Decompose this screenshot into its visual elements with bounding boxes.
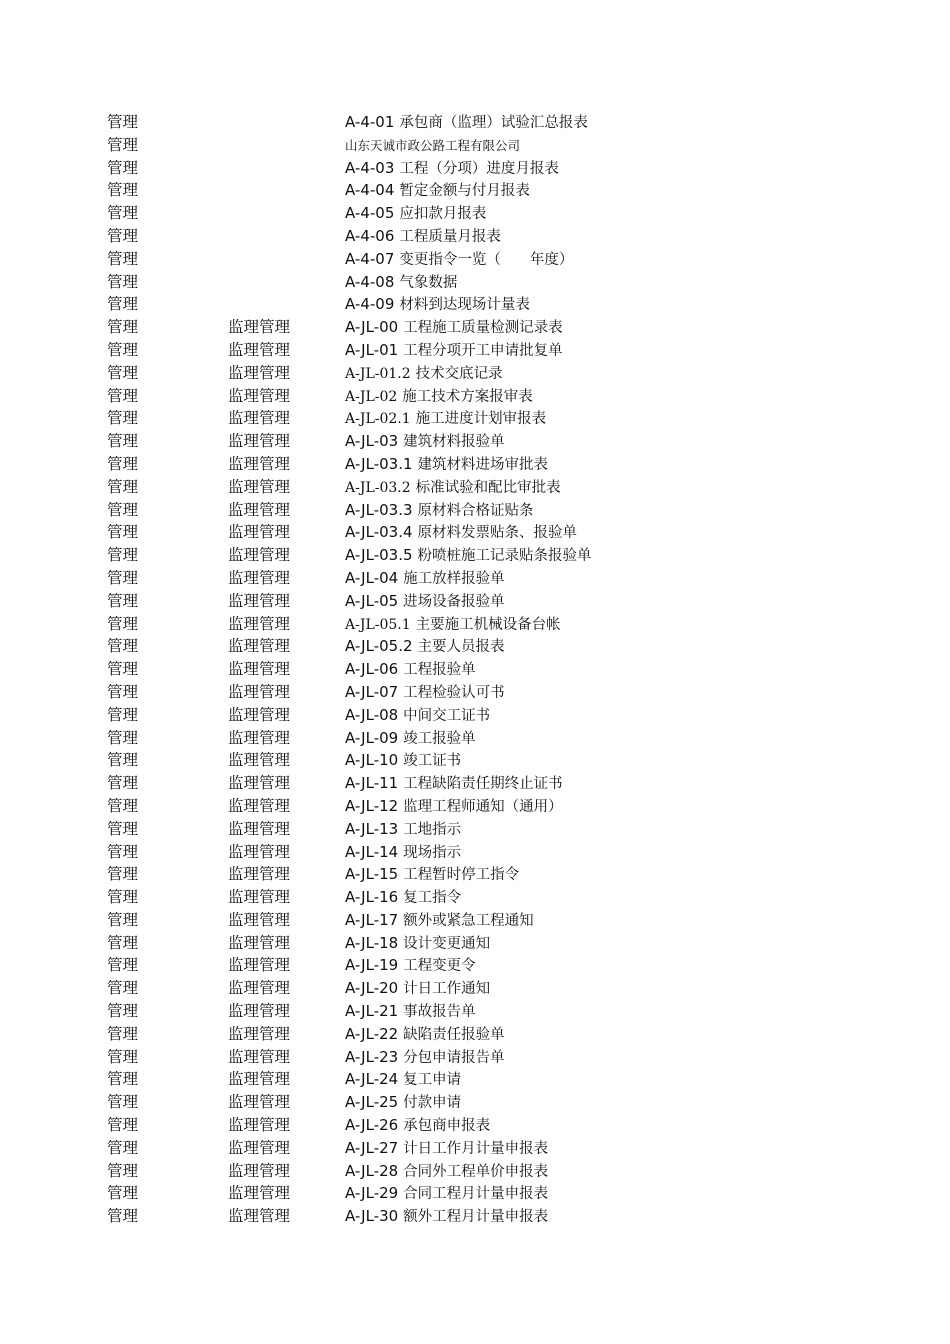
form-title: 额外工程月计量申报表 [403,1209,549,1226]
form-code: A-JL-28 [345,1161,399,1180]
subcategory-cell[interactable]: 监理管理 [228,1093,291,1112]
form-code: A-JL-19 [345,956,399,975]
form-title: 中间交工证书 [403,707,491,724]
form-code: A-JL-02 [345,388,398,405]
form-title: 工程（分项）进度月报表 [399,160,559,177]
form-title: 工程变更令 [403,958,476,975]
form-title: 合同工程月计量申报表 [403,1186,549,1203]
form-name-cell[interactable] [345,111,588,135]
form-title: 技术交底记录 [415,365,503,382]
table-row[interactable] [0,818,950,841]
form-name-cell[interactable] [345,225,501,249]
form-title: 额外或紧急工程通知 [403,912,534,929]
form-code: A-JL-17 [345,910,399,929]
table-row[interactable] [0,430,950,453]
subcategory-cell[interactable]: 监理管理 [228,1138,291,1157]
table-row[interactable] [0,1046,950,1069]
form-title: 材料到达现场计量表 [399,297,530,314]
form-code: A-JL-24 [345,1070,399,1089]
category-cell[interactable]: 管理 [107,318,139,337]
subcategory-cell[interactable]: 监理管理 [228,363,291,382]
table-row[interactable] [0,613,950,636]
category-cell[interactable]: 管理 [107,819,139,838]
form-title: 建筑材料进场审批表 [417,456,548,473]
subcategory-cell[interactable]: 监理管理 [228,682,291,701]
form-name-cell[interactable] [345,704,490,728]
subcategory-cell[interactable]: 监理管理 [228,1002,291,1021]
form-title: 工程检验认可书 [403,684,505,701]
form-code: A-JL-26 [345,1116,399,1135]
form-code: A-4-03 [345,158,395,177]
category-cell[interactable]: 管理 [107,454,139,473]
subcategory-cell[interactable]: 监理管理 [228,819,291,838]
table-row[interactable] [0,544,950,567]
form-title: 复工指令 [403,890,462,907]
form-title: 现场指示 [403,844,462,861]
form-name-cell[interactable] [345,1046,505,1070]
category-cell[interactable]: 管理 [107,956,139,975]
table-row[interactable] [0,453,950,476]
form-name-cell[interactable] [345,179,530,203]
form-title: 暂定金额与付月报表 [399,183,530,200]
form-title: 工程质量月报表 [399,228,501,245]
form-code: A-JL-01.2 [345,365,411,382]
table-row[interactable] [0,909,950,932]
category-cell[interactable]: 管理 [107,933,139,952]
subcategory-cell[interactable]: 监理管理 [228,500,291,519]
form-name-cell[interactable] [345,407,546,431]
form-title: 计日工作通知 [403,981,491,998]
category-cell[interactable]: 管理 [107,363,139,382]
form-code: A-JL-00 [345,318,399,337]
category-cell[interactable]: 管理 [107,1161,139,1180]
category-cell[interactable]: 管理 [107,1002,139,1021]
form-title: 进场设备报验单 [403,593,505,610]
category-cell[interactable]: 管理 [107,500,139,519]
form-title: 山东天诚市政公路工程有限公司 [345,137,521,153]
form-title: 缺陷责任报验单 [403,1026,505,1043]
form-title: 承包商（监理）试验汇总报表 [399,115,588,131]
form-title: 标准试验和配比审批表 [415,479,561,496]
form-name-cell[interactable] [345,316,563,340]
category-cell[interactable]: 管理 [107,614,139,633]
spreadsheet-body [0,111,950,1228]
table-row[interactable] [0,316,950,339]
category-cell[interactable]: 管理 [107,340,139,359]
category-cell[interactable]: 管理 [107,1207,139,1226]
form-title: 竣工证书 [403,753,462,770]
subcategory-cell[interactable]: 监理管理 [228,318,291,337]
form-title: 工程施工质量检测记录表 [403,320,563,337]
form-code: A-JL-25 [345,1093,399,1112]
category-cell[interactable]: 管理 [107,637,139,656]
subcategory-cell[interactable]: 监理管理 [228,660,291,679]
subcategory-cell[interactable]: 监理管理 [228,637,291,656]
table-row[interactable] [0,1091,950,1114]
subcategory-cell[interactable]: 监理管理 [228,1070,291,1089]
form-title: 计日工作月计量申报表 [403,1140,549,1157]
category-cell[interactable]: 管理 [107,135,139,154]
form-code: A-JL-02.1 [345,411,411,428]
form-name-cell[interactable] [345,362,503,386]
table-row[interactable] [0,202,950,225]
subcategory-cell[interactable]: 监理管理 [228,1047,291,1066]
form-code: A-JL-14 [345,842,399,861]
form-title: 变更指令一览（ 年度） [399,251,574,268]
table-row[interactable] [0,248,950,271]
category-cell[interactable]: 管理 [107,1116,139,1135]
form-name-cell[interactable] [345,1068,461,1092]
category-cell[interactable]: 管理 [107,181,139,200]
form-code: A-JL-07 [345,682,399,701]
category-cell[interactable]: 管理 [107,568,139,587]
category-cell[interactable]: 管理 [107,1138,139,1157]
category-cell[interactable]: 管理 [107,477,139,496]
table-row[interactable] [0,362,950,385]
form-code: A-4-04 [345,181,395,200]
form-title: 分包申请报告单 [403,1049,505,1066]
form-title: 工程缺陷责任期终止证书 [403,776,563,793]
form-name-cell[interactable] [345,1023,505,1047]
subcategory-cell[interactable]: 监理管理 [228,386,291,405]
subcategory-cell[interactable]: 监理管理 [228,888,291,907]
category-cell[interactable]: 管理 [107,728,139,747]
table-row[interactable] [0,271,950,294]
form-title: 设计变更通知 [403,935,491,952]
subcategory-cell[interactable]: 监理管理 [228,774,291,793]
table-row[interactable] [0,134,950,157]
table-row[interactable] [0,179,950,202]
form-code: A-JL-20 [345,979,399,998]
form-code: A-JL-06 [345,660,399,679]
category-cell[interactable]: 管理 [107,660,139,679]
subcategory-cell[interactable]: 监理管理 [228,956,291,975]
form-code: A-JL-22 [345,1024,399,1043]
table-row[interactable] [0,385,950,408]
category-cell[interactable]: 管理 [107,1024,139,1043]
category-cell[interactable]: 管理 [107,204,139,223]
form-name-cell[interactable] [345,1160,548,1184]
table-row[interactable] [0,1160,950,1183]
subcategory-cell[interactable]: 监理管理 [228,454,291,473]
form-name-cell[interactable] [345,863,519,887]
form-name-cell[interactable] [345,248,573,272]
form-title: 付款申请 [403,1095,462,1112]
form-code: A-JL-05.2 [345,637,413,656]
subcategory-cell[interactable]: 监理管理 [228,1116,291,1135]
form-code: A-JL-01 [345,340,399,359]
subcategory-cell[interactable]: 监理管理 [228,1207,291,1226]
form-name-cell[interactable] [345,932,490,956]
table-row[interactable] [0,1137,950,1160]
table-row[interactable] [0,293,950,316]
category-cell[interactable]: 管理 [107,523,139,542]
category-cell[interactable]: 管理 [107,113,139,131]
form-name-cell[interactable] [345,293,530,317]
category-cell[interactable]: 管理 [107,774,139,793]
form-code: A-JL-03.3 [345,500,413,519]
form-code: A-4-05 [345,204,395,223]
table-row[interactable] [0,704,950,727]
subcategory-cell[interactable]: 监理管理 [228,523,291,542]
subcategory-cell[interactable]: 监理管理 [228,591,291,610]
form-name-cell[interactable] [345,1137,548,1161]
subcategory-cell[interactable]: 监理管理 [228,1161,291,1180]
form-title: 主要人员报表 [417,639,505,656]
form-name-cell[interactable] [345,1205,548,1229]
form-code: A-JL-21 [345,1002,399,1021]
form-code: A-JL-03.1 [345,454,413,473]
form-title: 气象数据 [399,274,458,291]
table-row[interactable] [0,590,950,613]
subcategory-cell[interactable]: 监理管理 [228,865,291,884]
form-name-cell[interactable] [345,749,461,773]
form-title: 原材料合格证贴条 [417,502,534,519]
form-title: 工程报验单 [403,662,476,679]
form-name-cell[interactable] [345,134,520,158]
form-title: 主要施工机械设备台帐 [415,616,561,633]
form-name-cell[interactable] [345,590,505,614]
table-row[interactable] [0,1023,950,1046]
form-name-cell[interactable] [345,954,476,978]
form-code: A-JL-04 [345,568,399,587]
table-row[interactable] [0,1114,950,1137]
table-row[interactable] [0,658,950,681]
form-code: A-4-08 [345,272,395,291]
table-row[interactable] [0,339,950,362]
form-code: A-JL-03.5 [345,546,413,565]
form-name-cell[interactable] [345,1091,461,1115]
form-name-cell[interactable] [345,499,533,523]
form-name-cell[interactable] [345,841,461,865]
form-code: A-JL-03 [345,432,399,451]
category-cell[interactable]: 管理 [107,546,139,565]
form-title: 承包商申报表 [403,1118,491,1135]
form-title: 工地指示 [403,821,462,838]
form-code: A-JL-18 [345,933,399,952]
subcategory-cell[interactable]: 监理管理 [228,477,291,496]
category-cell[interactable]: 管理 [107,888,139,907]
form-name-cell[interactable] [345,476,561,500]
form-code: A-4-07 [345,249,395,268]
form-title: 原材料发票贴条、报验单 [417,525,577,542]
category-cell[interactable]: 管理 [107,910,139,929]
form-code: A-JL-16 [345,888,399,907]
table-row[interactable] [0,1182,950,1205]
category-cell[interactable]: 管理 [107,249,139,268]
table-row[interactable] [0,635,950,658]
category-cell[interactable]: 管理 [107,682,139,701]
form-name-cell[interactable] [345,430,505,454]
form-name-cell[interactable] [345,635,504,659]
table-row[interactable] [0,886,950,909]
table-row[interactable] [0,841,950,864]
form-name-cell[interactable] [345,385,533,409]
category-cell[interactable]: 管理 [107,386,139,405]
form-code: A-4-09 [345,295,395,314]
category-cell[interactable]: 管理 [107,865,139,884]
table-row[interactable] [0,932,950,955]
form-name-cell[interactable] [345,567,505,591]
category-cell[interactable]: 管理 [107,158,139,177]
subcategory-cell[interactable]: 监理管理 [228,705,291,724]
form-name-cell[interactable] [345,521,577,545]
form-name-cell[interactable] [345,271,457,295]
form-name-cell[interactable] [345,727,476,751]
form-name-cell[interactable] [345,1000,476,1024]
form-title: 施工放样报验单 [403,570,505,587]
form-code: A-JL-27 [345,1138,399,1157]
subcategory-cell[interactable]: 监理管理 [228,1184,291,1203]
subcategory-cell[interactable]: 监理管理 [228,1024,291,1043]
subcategory-cell[interactable]: 监理管理 [228,546,291,565]
table-row[interactable] [0,772,950,795]
form-code: A-JL-09 [345,728,399,747]
subcategory-cell[interactable]: 监理管理 [228,842,291,861]
form-name-cell[interactable] [345,977,490,1001]
subcategory-cell[interactable]: 监理管理 [228,432,291,451]
category-cell[interactable]: 管理 [107,751,139,770]
form-name-cell[interactable] [345,544,591,568]
form-code: A-JL-13 [345,819,399,838]
table-row[interactable] [0,1000,950,1023]
form-title: 竣工报验单 [403,730,476,747]
form-name-cell[interactable] [345,886,461,910]
form-name-cell[interactable] [345,909,534,933]
category-cell[interactable]: 管理 [107,432,139,451]
subcategory-cell[interactable]: 监理管理 [228,568,291,587]
form-name-cell[interactable] [345,339,563,363]
table-row[interactable] [0,157,950,180]
category-cell[interactable]: 管理 [107,1047,139,1066]
table-row[interactable] [0,1205,950,1228]
subcategory-cell[interactable]: 监理管理 [228,796,291,815]
subcategory-cell[interactable]: 监理管理 [228,933,291,952]
subcategory-cell[interactable]: 监理管理 [228,910,291,929]
subcategory-cell[interactable]: 监理管理 [228,979,291,998]
form-title: 复工申请 [403,1072,462,1089]
subcategory-cell[interactable]: 监理管理 [228,614,291,633]
form-title: 施工进度计划审报表 [415,411,547,428]
form-title: 合同外工程单价申报表 [403,1163,549,1180]
table-row[interactable] [0,863,950,886]
table-row[interactable] [0,225,950,248]
form-code: A-JL-10 [345,751,399,770]
category-cell[interactable]: 管理 [107,796,139,815]
category-cell[interactable]: 管理 [107,1184,139,1203]
subcategory-cell[interactable]: 监理管理 [228,751,291,770]
category-cell[interactable]: 管理 [107,705,139,724]
category-cell[interactable]: 管理 [107,979,139,998]
table-row[interactable] [0,476,950,499]
category-cell[interactable]: 管理 [107,272,139,291]
form-title: 事故报告单 [403,1004,476,1021]
category-cell[interactable]: 管理 [107,409,139,428]
form-title: 施工技术方案报审表 [402,388,533,405]
category-cell[interactable]: 管理 [107,842,139,861]
category-cell[interactable]: 管理 [107,1070,139,1089]
form-title: 粉喷桩施工记录贴条报验单 [417,548,592,565]
form-code: A-JL-12 [345,796,399,815]
table-row[interactable] [0,749,950,772]
table-row[interactable] [0,795,950,818]
form-title: 应扣款月报表 [399,206,487,223]
form-name-cell[interactable] [345,453,548,477]
form-name-cell[interactable] [345,681,505,705]
form-code: A-4-01 [345,113,395,131]
form-title: 工程暂时停工指令 [403,867,520,884]
form-code: A-JL-03.4 [345,523,413,542]
table-row[interactable] [0,407,950,430]
form-title: 工程分项开工申请批复单 [403,342,563,359]
table-row[interactable] [0,521,950,544]
table-row[interactable] [0,977,950,1000]
form-code: A-JL-30 [345,1207,399,1226]
form-code: A-4-06 [345,226,395,245]
form-name-cell[interactable] [345,1182,548,1206]
table-row[interactable] [0,681,950,704]
form-name-cell[interactable] [345,658,476,682]
category-cell[interactable]: 管理 [107,1093,139,1112]
form-name-cell[interactable] [345,1114,490,1138]
form-title: 建筑材料报验单 [403,434,505,451]
form-name-cell[interactable] [345,818,461,842]
subcategory-cell[interactable]: 监理管理 [228,340,291,359]
table-row[interactable] [0,567,950,590]
form-code: A-JL-15 [345,865,399,884]
category-cell[interactable]: 管理 [107,295,139,314]
form-code: A-JL-08 [345,705,399,724]
category-cell[interactable]: 管理 [107,591,139,610]
form-name-cell[interactable] [345,772,563,796]
form-name-cell[interactable] [345,613,561,637]
table-row[interactable] [0,499,950,522]
form-code: A-JL-05 [345,591,399,610]
form-title: 监理工程师通知（通用） [403,798,563,815]
category-cell[interactable]: 管理 [107,226,139,245]
form-code: A-JL-29 [345,1184,399,1203]
table-row[interactable] [0,111,950,134]
form-code: A-JL-03.2 [345,479,411,496]
table-row[interactable] [0,727,950,750]
form-code: A-JL-23 [345,1047,399,1066]
form-name-cell[interactable] [345,795,563,819]
subcategory-cell[interactable]: 监理管理 [228,409,291,428]
subcategory-cell[interactable]: 监理管理 [228,728,291,747]
form-code: A-JL-05.1 [345,616,411,633]
form-code: A-JL-11 [345,774,399,793]
table-row[interactable] [0,954,950,977]
form-name-cell[interactable] [345,202,486,226]
table-row[interactable] [0,1068,950,1091]
form-name-cell[interactable] [345,157,559,181]
